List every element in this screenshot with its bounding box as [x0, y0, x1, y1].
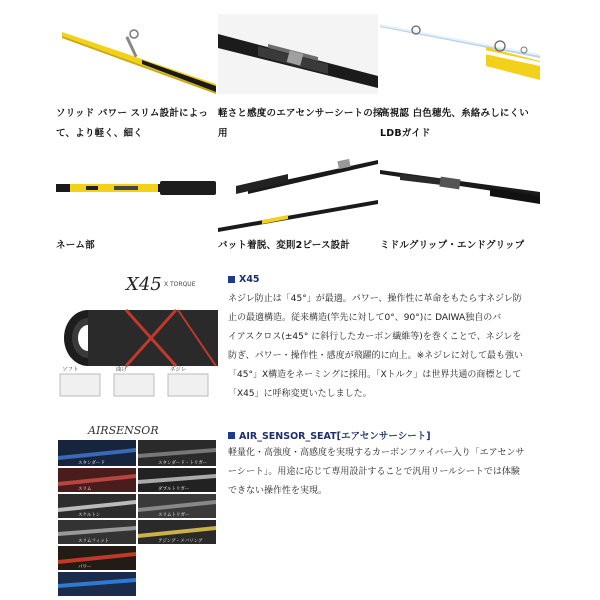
rod-tip-solid-image	[56, 14, 216, 94]
diagram-label-twist: ネジレ	[170, 367, 187, 373]
square-bullet-icon	[228, 432, 235, 439]
airsensor-section-title	[228, 428, 431, 442]
tile-caption-white-tip: 高視認 白色穂先、糸絡みしにくいLDBガイド	[380, 108, 530, 139]
x45-line: イアスクロス(±45° に斜行したカーボン繊維等)を巻くことで、ネジレを	[228, 332, 522, 342]
tile-caption-name: ネーム部	[56, 240, 95, 251]
seat-label: スケルトン	[78, 513, 101, 518]
tile-caption-air-sensor: 軽さと感度のエアセンサーシートの採用	[218, 108, 383, 139]
airsensor-line: ーシート」。用途に応じて専用設計することで汎用リールシートでは体験	[228, 467, 520, 477]
airsensor-logo: AIRSENSOR	[88, 424, 159, 437]
seat-label: ダブルトリガー	[158, 487, 190, 492]
x45-line: 防ぎ、パワー・操作性・感度が飛躍的に向上。※ネジレに対して最も強い	[228, 351, 523, 361]
seat-label: スタンダード	[78, 461, 105, 466]
x45-line: 止の最適構造。従来構造(竿先に対して0°、90°)に DAIWA独自のバ	[228, 313, 502, 323]
seat-label: スリム	[78, 487, 92, 492]
white-tip-ldb-guide-image	[380, 14, 540, 94]
airsensor-title-text: AIR_SENSOR_SEAT[エアセンサーシート]	[239, 431, 431, 442]
seat-label: スリムフィット	[78, 539, 110, 544]
x45-diagram	[56, 270, 218, 400]
x45-description	[228, 290, 568, 404]
diagram-label-bend: 曲げ	[116, 367, 128, 373]
tile-caption-solid-power: ソリッド パワー スリム設計によって、より軽く、細く	[56, 108, 209, 139]
x45-line: ネジレ防止は「45°」が最適。パワー、操作性に革命をもたらすネジレ防	[228, 294, 522, 304]
airsensor-collage	[56, 422, 218, 596]
x45-line: 「X45」に呼称変更いたしました。	[228, 389, 372, 399]
tile-caption-grip: ミドルグリップ・エンドグリップ	[380, 240, 525, 251]
diagram-label-soft: ソフト	[62, 367, 79, 373]
x45-logo-main: X45	[126, 274, 162, 295]
seat-label: アジング・メバリング	[158, 539, 203, 544]
two-piece-butt-image	[218, 152, 378, 232]
airsensor-line: 軽量化・高強度・高感度を実現するカーボンファイバー入り「エアセンサ	[228, 448, 525, 458]
tile-caption-butt: バット着脱、変則2ピース設計	[218, 240, 351, 251]
x45-section-title	[228, 274, 260, 285]
name-plate-image	[56, 152, 216, 232]
square-bullet-icon	[228, 276, 235, 283]
x45-title-text: X45	[239, 274, 260, 285]
airsensor-line: できない操作性を実現。	[228, 486, 328, 496]
air-sensor-seat-image	[218, 14, 378, 94]
mid-end-grip-image	[380, 152, 540, 232]
seat-label: パワー	[78, 565, 92, 570]
seat-label: スタンダード・トリガー	[158, 461, 208, 466]
x45-logo-sub: X TORQUE	[164, 281, 196, 288]
seat-label: スリムトリガー	[158, 513, 190, 518]
airsensor-description	[228, 444, 568, 501]
x45-line: 「45°」X構造をネーミングに採用。「Xトルク」は世界共通の商標として	[228, 370, 522, 380]
